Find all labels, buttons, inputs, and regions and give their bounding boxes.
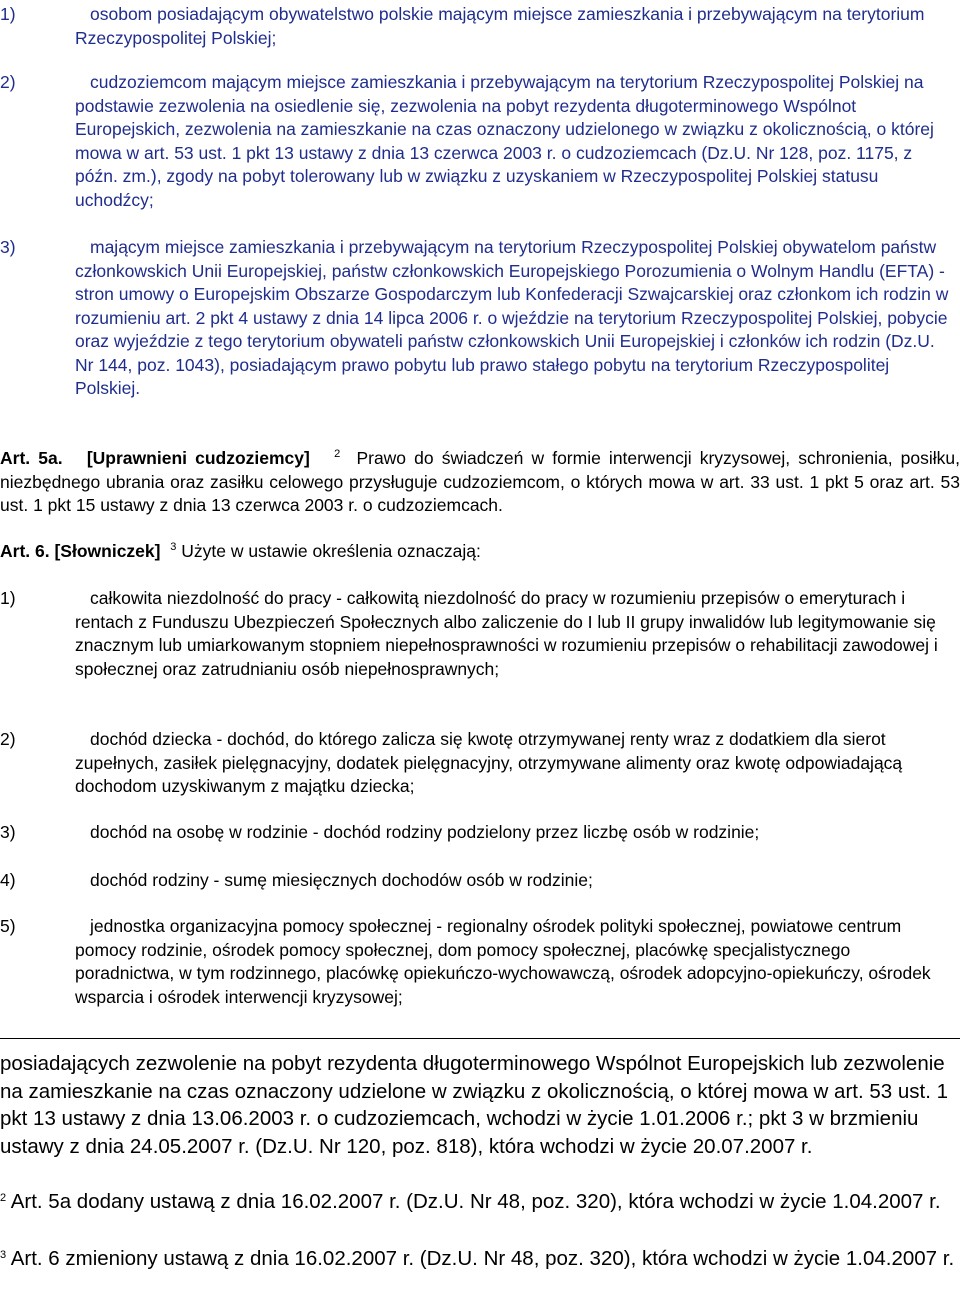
list-item-text: cudzoziemcom mającym miejsce zamieszkania i przebywającym na terytorium Rzeczypospolitej Polskiej na podstawie zezwolenia na osiedlenie się, zezwolenia na pobyt rezydenta długoterminowego Wspólnot Europejskich, zezwolenia na zamieszkanie na czas oznaczony udzielonego w związku z okolicznością, o której mowa w art. 53 ust. 1 pkt 13 ustawy z dnia 13 czerwca 2003 r. o cudzoziemcach (Dz.U. Nr 128, poz. 1175, z późn. zm.), zgody na pobyt tolerowany lub w związku z uzyskaniem w Rzeczypospolitej Polskiej statusu uchodźcy;: [75, 72, 934, 210]
list-item-number: 5): [0, 916, 16, 936]
list-item: [0, 236, 952, 401]
footnote-text: Art. 6 zmieniony ustawą z dnia 16.02.2007 r. (Dz.U. Nr 48, poz. 320), która wchodzi w życie 1.04.2007 r.: [10, 1247, 955, 1270]
list-item: [0, 587, 952, 681]
footnote-mark: 3: [0, 1249, 7, 1261]
footnote-divider: [0, 1038, 960, 1039]
article-text: Użyte w ustawie określenia oznaczają:: [181, 541, 481, 561]
list-item-text: osobom posiadającym obywatelstwo polskie mającym miejsce zamieszkania i przebywającym na terytorium Rzeczypospolitej Polskiej;: [75, 4, 925, 48]
list-item-number: 3): [0, 822, 16, 842]
list-item-number: 2): [0, 72, 16, 92]
list-item-text: mającym miejsce zamieszkania i przebywającym na terytorium Rzeczypospolitej Polskiej obywatelom państw członkowskich Unii Europejskiej, państw członkowskich Europejskiego Porozumienia o Wolnym Handlu (EFTA) - stron umowy o Europejskim Obszarze Gospodarczym lub Konfederacji Szwajcarskiej oraz członkom ich rodzin w rozumieniu art. 2 pkt 4 ustawy z dnia 14 lipca 2006 r. o wjeździe na terytorium Rzeczypospolitej Polskiej, pobycie oraz wyjeździe z tego terytorium obywateli państw członkowskich Unii Europejskiej i członków ich rodzin (Dz.U. Nr 144, poz. 1043), posiadającym prawo pobytu lub prawo stałego pobytu na terytorium Rzeczypospolitej Polskiej.: [75, 237, 949, 398]
list-item: [0, 3, 952, 50]
list-item: [0, 728, 952, 799]
footnote-ref: 2: [334, 448, 341, 460]
list-item-text: dochód na osobę w rodzinie - dochód rodziny podzielony przez liczbę osób w rodzinie;: [90, 822, 760, 842]
list-item-number: 1): [0, 4, 16, 24]
article-label: Art. 6.: [0, 541, 50, 561]
list-item-number: 4): [0, 870, 16, 890]
footnote-text: posiadających zezwolenie na pobyt rezydenta długoterminowego Wspólnot Europejskich lub zezwolenie na zamieszkanie na czas oznaczony udzielone w związku z okolicznością, o której mowa w art. 53 ust. 1 pkt 13 ustawy z dnia 13.06.2003 r. o cudzoziemcach, wchodzi w życie 1.01.2006 r.; pkt 3 w brzmieniu ustawy z dnia 24.05.2007 r. (Dz.U. Nr 120, poz. 818), która wchodzi w życie 20.07.2007 r.: [0, 1052, 949, 1158]
footnote-3: [0, 1245, 955, 1273]
list-item: [0, 71, 952, 212]
article-title: [Słowniczek]: [54, 541, 161, 561]
article-6: [0, 540, 960, 564]
list-item-text: dochód dziecka - dochód, do którego zalicza się kwotę otrzymywanej renty wraz z dodatkiem dla sierot zupełnych, zasiłek pielęgnacyjny, dodatek pielęgnacyjny, otrzymywane alimenty oraz kwotę odpowiadającą dochodom uzyskiwanym z majątku dziecka;: [75, 729, 903, 796]
footnote-mark: 2: [0, 1192, 7, 1204]
list-item-text: dochód rodziny - sumę miesięcznych dochodów osób w rodzinie;: [90, 870, 593, 890]
footnote-text: Art. 5a dodany ustawą z dnia 16.02.2007 r. (Dz.U. Nr 48, poz. 320), która wchodzi w życie 1.04.2007 r.: [10, 1190, 941, 1213]
list-item: [0, 821, 952, 845]
list-item-text: całkowita niezdolność do pracy - całkowitą niezdolność do pracy w rozumieniu przepisów o emeryturach i rentach z Funduszu Ubezpieczeń Społecznych albo zaliczenie do I lub II grupy inwalidów lub legitymowanie się znacznym lub umiarkowanym stopniem niepełnosprawności w rozumieniu przepisów o rehabilitacji zawodowej i społecznej oraz zatrudnianiu osób niepełnosprawnych;: [75, 588, 938, 679]
footnote-2: [0, 1188, 955, 1216]
article-label: Art. 5a.: [0, 448, 63, 468]
list-item-text: jednostka organizacyjna pomocy społecznej - regionalny ośrodek polityki społecznej, powiatowe centrum pomocy rodzinie, ośrodek pomocy społecznej, dom pomocy społecznej, placówkę specjalistycznego poradnictwa, w tym rodzinnego, placówkę opiekuńczo-wychowawczą, ośrodek adopcyjno-opiekuńczy, ośrodek wsparcia i ośrodek interwencji kryzysowej;: [75, 916, 931, 1007]
list-item-number: 2): [0, 729, 16, 749]
list-item-number: 3): [0, 237, 16, 257]
article-text: Prawo do świadczeń w formie interwencji kryzysowej, schronienia, posiłku, niezbędnego ubrania oraz zasiłku celowego przysługuje cudzoziemcom, o których mowa w art. 33 ust. 1 pkt 5 oraz art. 53 ust. 1 pkt 15 ustawy z dnia 13 czerwca 2003 r. o cudzoziemcach.: [0, 448, 960, 515]
footnote-continuation: [0, 1050, 955, 1160]
article-5a: [0, 447, 960, 518]
list-item: [0, 915, 952, 1009]
article-title: [Uprawnieni cudzoziemcy]: [86, 448, 310, 468]
list-item-number: 1): [0, 588, 16, 608]
footnote-ref: 3: [170, 541, 177, 553]
list-item: [0, 869, 952, 893]
